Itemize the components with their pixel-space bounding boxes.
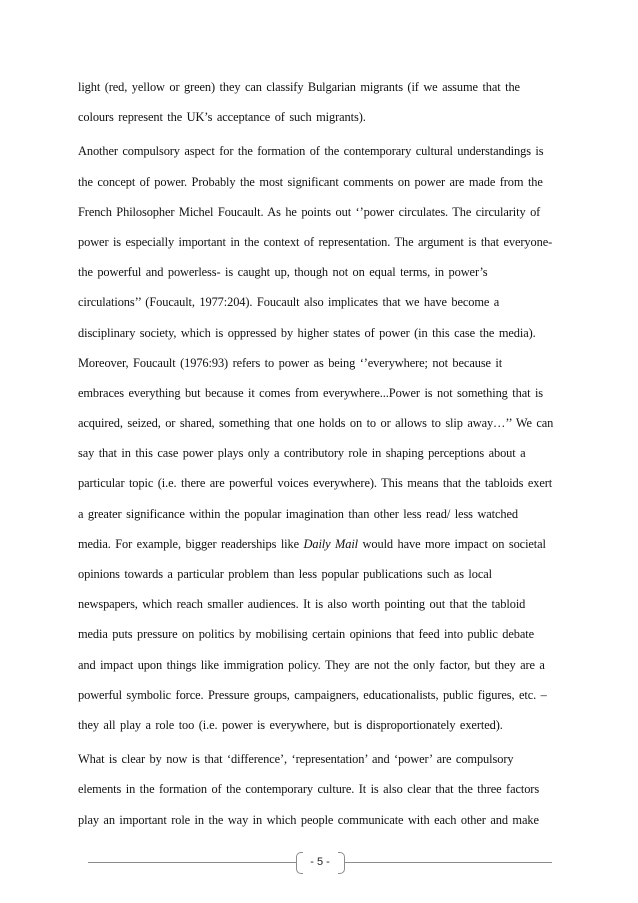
- text-line: the concept of power. Probably the most significant comments on power are made from the: [78, 174, 543, 189]
- text-line: say that in this case power plays only a contributory role in shaping perceptions about a: [78, 446, 526, 461]
- text-line: colours represent the UK’s acceptance of such migrants).: [78, 110, 366, 125]
- text-line: a greater significance within the popular imagination than other less read/ less watched: [78, 506, 518, 521]
- footer-rule-left: [88, 862, 296, 863]
- text-line: the powerful and powerless- is caught up, though not on equal terms, in power’s: [78, 265, 488, 280]
- text-line: elements in the formation of the contemporary culture. It is also clear that the three factors: [78, 782, 540, 797]
- text-line: opinions towards a particular problem than less popular publications such as local: [78, 567, 492, 581]
- text-line: and impact upon things like immigration policy. They are not the only factor, but they are a: [78, 657, 545, 672]
- text-line: French Philosopher Michel Foucault. As he points out ‘’power circulates. The circularity of: [78, 204, 541, 219]
- text-line: Another compulsory aspect for the formation of the contemporary cultural understandings is: [78, 144, 544, 159]
- paragraph: [78, 744, 568, 835]
- right-bracket-icon: [338, 852, 345, 874]
- text-line-end: would have more impact on societal: [358, 536, 546, 551]
- text-line: light (red, yellow or green) they can classify Bulgarian migrants (if we assume that the: [78, 80, 520, 94]
- page-number: - 5 -: [310, 856, 330, 868]
- text-line-start: media. For example, bigger readerships like: [78, 536, 304, 551]
- text-line: Moreover, Foucault (1976:93) refers to power as being ‘’everywhere; not because it: [78, 355, 503, 370]
- text-line: What is clear by now is that ‘difference’, ‘representation’ and ‘power’ are compulsory: [78, 752, 514, 767]
- text-line: newspapers, which reach smaller audiences. It is also worth pointing out that the tabloid: [78, 597, 526, 612]
- text-line: play an important role in the way in which people communicate with each other and make: [78, 812, 539, 827]
- body-text: [78, 72, 568, 835]
- footer-rule-right: [344, 862, 552, 863]
- paragraph: [78, 136, 568, 740]
- text-line: particular topic (i.e. there are powerful voices everywhere). This means that the tabloids exert: [78, 476, 553, 491]
- text-line: acquired, seized, or shared, something that one holds on to or allows to slip away…’’ We can: [78, 416, 554, 431]
- text-line: power is especially important in the context of representation. The argument is that everyone-: [78, 234, 553, 249]
- publication-name: Daily Mail: [303, 536, 359, 551]
- page-footer: [88, 852, 552, 874]
- text-line: circulations’’ (Foucault, 1977:204). Foucault also implicates that we have become a: [78, 295, 500, 310]
- text-line: powerful symbolic force. Pressure groups, campaigners, educationalists, public figures, etc. –: [78, 687, 547, 702]
- text-line: [78, 529, 568, 559]
- text-line: media puts pressure on politics by mobilising certain opinions that feed into public debate: [78, 627, 535, 642]
- text-line: they all play a role too (i.e. power is everywhere, but is disproportionately exerted).: [78, 717, 503, 732]
- text-line: embraces everything but because it comes from everywhere...Power is not something that is: [78, 385, 544, 400]
- paragraph: [78, 72, 568, 132]
- text-line: disciplinary society, which is oppressed by higher states of power (in this case the media).: [78, 325, 536, 340]
